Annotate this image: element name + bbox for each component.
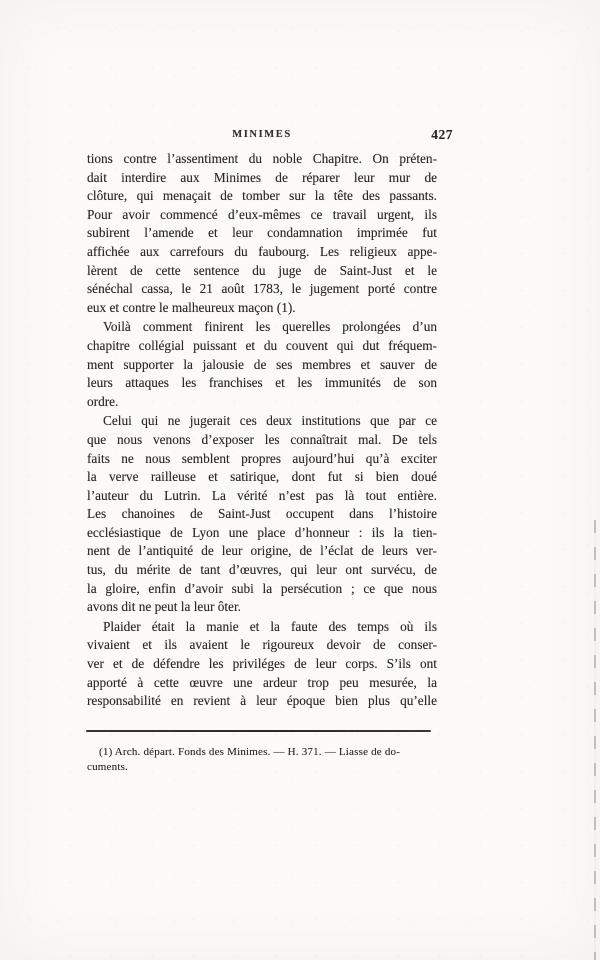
text-line: apporté à cette œuvre une ardeur trop peu mesurée, la [87, 674, 437, 690]
running-title: MINIMES [232, 129, 292, 140]
page-number: 427 [431, 127, 453, 142]
text-line: ment supporter la jalousie de ses membres et sauver de [87, 356, 437, 372]
text-line: ver et de défendre les priviléges de leur corps. S’ils ont [87, 656, 437, 672]
text-line: tions contre l’assentiment du noble Chapitre. On préten- [87, 151, 437, 166]
text-line: leurs attaques les franchises et les immunités de son [87, 375, 437, 391]
text-line: chapitre collégial puissant et du couvent qui dut fréquem- [87, 337, 437, 353]
paragraph [87, 618, 437, 711]
text-line: Les chanoines de Saint-Just occupent dans l’histoire [87, 506, 437, 522]
footnote-line: (1) Arch. départ. Fonds des Minimes. — H. 371. — Liasse de do- [99, 746, 401, 758]
text-line: faits ne nous semblent propres aujourd’hui qu’à exciter [87, 450, 437, 466]
text-line: avons dit ne peut la leur ôter. [87, 599, 241, 615]
text-line: Plaider était la manie et la faute des temps où ils [103, 618, 437, 634]
text-line: Celui qui ne jugerait ces deux institutions que par ce [103, 413, 437, 429]
text-line: responsabilité en revient à leur époque bien plus qu’elle [87, 693, 437, 709]
text-line: sénéchal cassa, le 21 août 1783, le jugement porté contre [87, 281, 437, 297]
text-line: nent de l’antiquité de leur origine, de l’éclat de leurs ver- [87, 543, 437, 559]
body-text [87, 150, 437, 711]
page-header [87, 129, 453, 145]
footnote-line: cuments. [87, 761, 129, 773]
text-line: Pour avoir commencé d’eux-mêmes ce travail urgent, ils [87, 206, 437, 222]
text-line: tus, du mérite de tant d’œuvres, qui leur ont survécu, de [87, 562, 437, 578]
text-line: la gloire, enfin d’avoir subi la persécution ; ce que nous [87, 580, 437, 596]
paragraph [87, 150, 437, 317]
text-line: vivaient et ils avaient le rigoureux devoir de conser- [87, 637, 437, 653]
text-line: subirent l’amende et leur condamnation imprimée fut [87, 225, 437, 241]
text-line: dait interdire aux Minimes de réparer leur mur de [87, 169, 437, 185]
text-line: eux et contre le malheureux maçon (1). [87, 299, 296, 315]
footnote [87, 745, 433, 775]
paragraph [87, 412, 437, 617]
text-line: ordre. [87, 393, 119, 409]
text-line: affichée aux carrefours du faubourg. Les religieux appe- [87, 243, 437, 259]
text-line: clôture, qui menaçait de tomber sur la tête des passants. [87, 188, 437, 204]
text-line: l’auteur du Lutrin. La vérité n’est pas là tout entière. [87, 487, 437, 503]
footnote-rule [86, 730, 431, 732]
text-line: lèrent de cette sentence du juge de Saint-Just et le [87, 262, 437, 278]
paragraph [87, 318, 437, 411]
text-line: ecclésiastique de Lyon une place d’honneur : ils la tien- [87, 524, 437, 540]
text-line: que nous venons d’exposer les connaîtrait mal. De tels [87, 431, 437, 447]
text-line: Voilà comment finirent les querelles prolongées d’un [103, 319, 437, 335]
text-line: la verve railleuse et satirique, dont fut si bien doué [87, 469, 437, 485]
scan-edge-artifact [594, 520, 596, 960]
